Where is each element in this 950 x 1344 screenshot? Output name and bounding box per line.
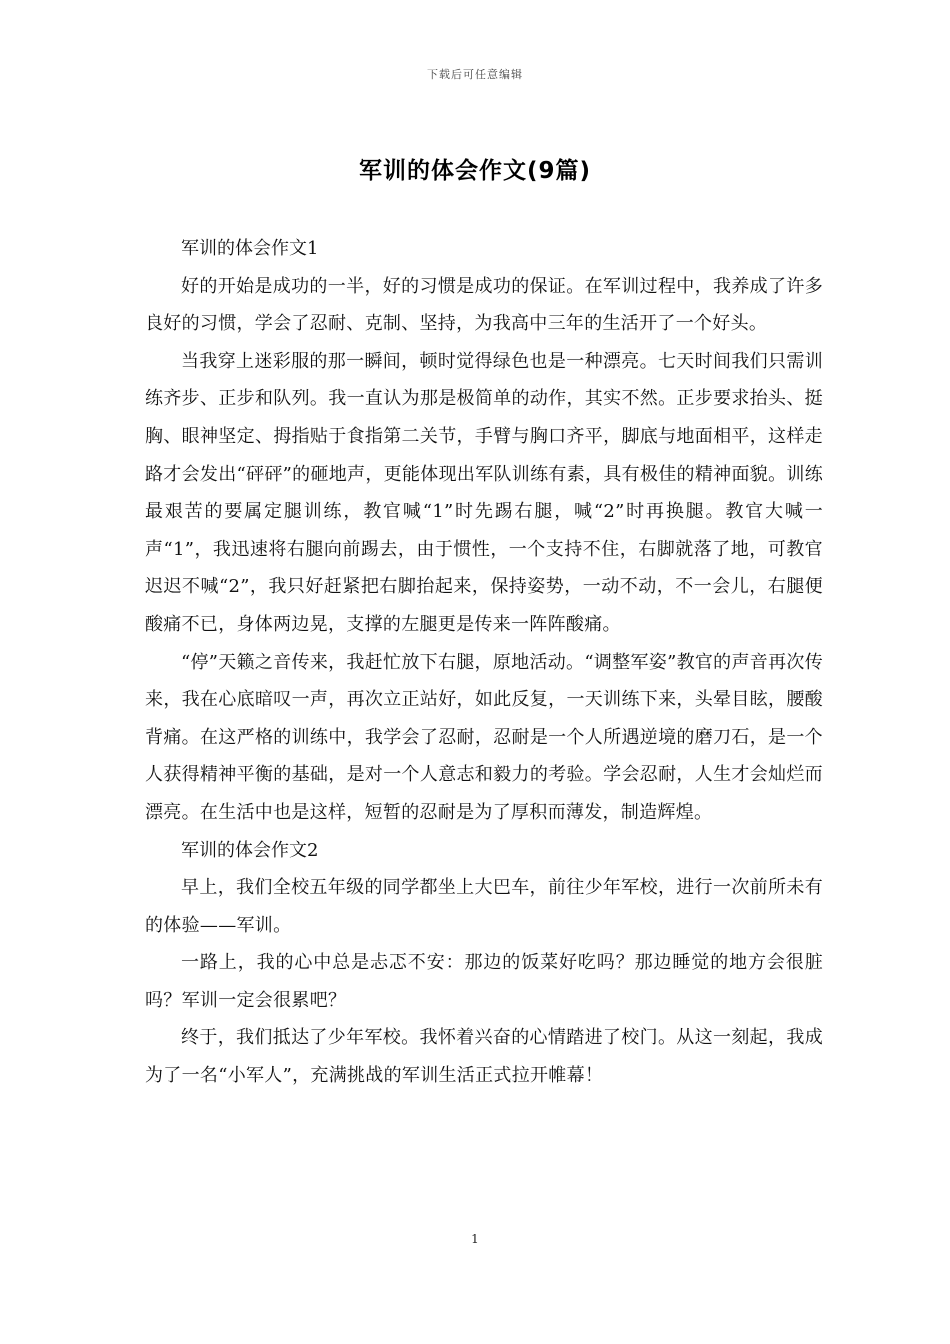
paragraph-5: 一路上，我的心中总是忐忑不安：那边的饭菜好吃吗？那边睡觉的地方会很脏吗？军训一定会很累吧？	[145, 952, 823, 1011]
section-heading-1: 军训的体会作文1	[181, 238, 319, 259]
paragraph-6: 终于，我们抵达了少年军校。我怀着兴奋的心情踏进了校门。从这一刻起，我成为了一名“小军人”，充满挑战的军训生活正式拉开帷幕！	[145, 1027, 823, 1087]
document-body	[145, 230, 823, 1095]
paragraph-4: 早上，我们全校五年级的同学都坐上大巴车，前往少年军校，进行一次前所未有的体验——军训。	[145, 877, 823, 936]
section-heading-2: 军训的体会作文2	[181, 839, 319, 861]
paragraph-2: 当我穿上迷彩服的那一瞬间，顿时觉得绿色也是一种漂亮。七天时间我们只需训练齐步、正步和队列。我一直认为那是极简单的动作，其实不然。正步要求抬头、挺胸、眼神坚定、拇指贴于食指第二关节，手臂与胸口齐平，脚底与地面相平，这样走路才会发出“砰砰”的砸地声，更能体现出军队训练有素，具有极佳的精神面貌。训练最艰苦的要属定腿训练，教官喊“1”时先踢右腿，喊“2”时再换腿。教官大喊一声“1”，我迅速将右腿向前踢去，由于惯性，一个支持不住，右脚就落了地，可教官迟迟不喊“2”，我只好赶紧把右脚抬起来，保持姿势，一动不动，不一会儿，右腿便酸痛不已，身体两边晃，支撑的左腿更是传来一阵阵酸痛。	[145, 350, 823, 635]
page-number: 1	[471, 1232, 479, 1246]
paragraph-3: “停”天籁之音传来，我赶忙放下右腿，原地活动。“调整军姿”教官的声音再次传来，我在心底暗叹一声，再次立正站好，如此反复，一天训练下来，头晕目眩，腰酸背痛。在这严格的训练中，我学会了忍耐，忍耐是一个人所遇逆境的磨刀石，是一个人获得精神平衡的基础，是对一个人意志和毅力的考验。学会忍耐，人生才会灿烂而漂亮。在生活中也是这样，短暂的忍耐是为了厚积而薄发，制造辉煌。	[145, 651, 823, 823]
paragraph-1: 好的开始是成功的一半，好的习惯是成功的保证。在军训过程中，我养成了许多良好的习惯，学会了忍耐、克制、坚持，为我高中三年的生活开了一个好头。	[145, 275, 823, 335]
document-title: 军训的体会作文(9篇)	[358, 158, 592, 184]
header-note: 下载后可任意编辑	[427, 68, 523, 81]
